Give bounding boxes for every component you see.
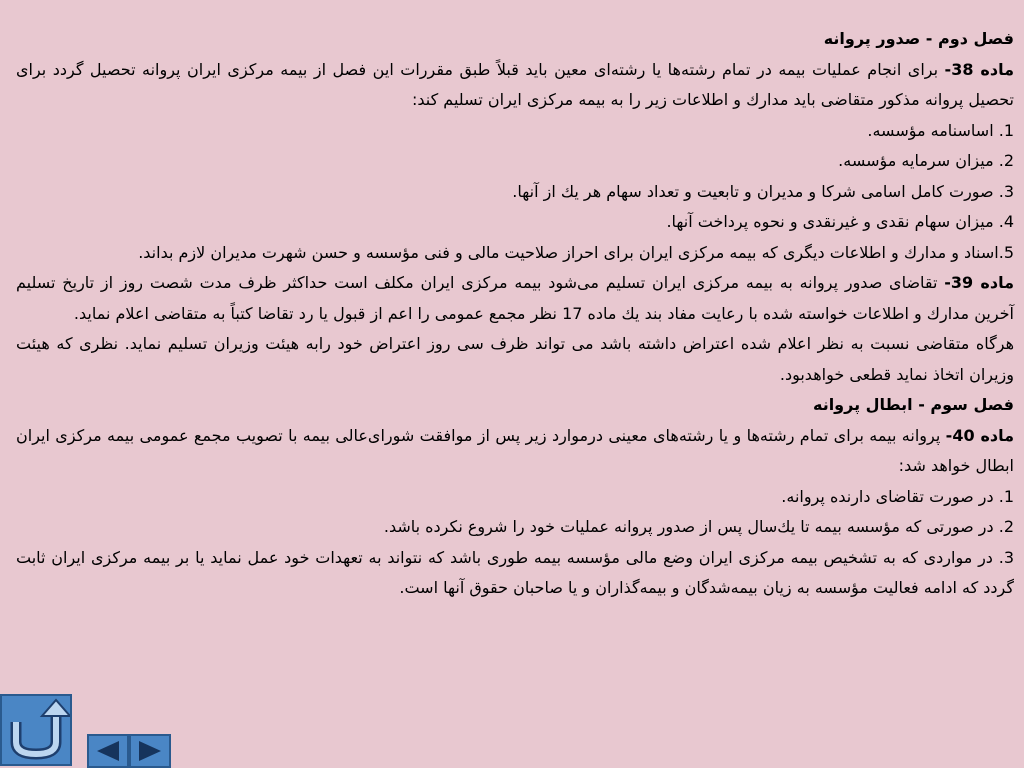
list-item: 4. میزان سهام نقدی و غیرنقدی و نحوه پرداخت آنها. [666, 212, 1014, 231]
next-button[interactable] [129, 734, 171, 768]
slide-navigation [87, 734, 171, 768]
document-body [16, 24, 1014, 604]
article-40-text: پروانه بیمه برای تمام رشته‌ها و یا رشته‌های معینی درموارد زیر پس از موافقت شورای‌عالی بیمه با تصویب مجمع عمومی بیمه مرکزی ایران ابطال خواهد شد: [16, 425, 1014, 475]
section3-title: فصل سوم - ابطال پروانه [812, 395, 1014, 414]
article-38-label: ماده 38- [944, 59, 1015, 79]
list-item: 2. میزان سرمایه مؤسسه. [838, 151, 1014, 170]
return-button[interactable] [0, 694, 72, 766]
list-item: 2. در صورتی که مؤسسه بیمه تا یك‌سال پس از صدور پروانه عملیات خود را شروع نکرده باشد. [383, 517, 1014, 536]
article-39-note: هرگاه متقاضی نسبت به نظر اعلام شده اعتراض داشته باشد می تواند ظرف سی روز اعتراض خود رابه هیئت وزیران تسلیم نماید. نظری که هیئت وزیران اتخاذ نماید قطعی خواهدبود. [16, 334, 1014, 384]
article-39-text: تقاضای صدور پروانه به بیمه مرکزی ایران تسلیم می‌شود بیمه مرکزی ایران مکلف است حداکثر ظرف مدت شصت روز از تاریخ تسلیم آخرین مدارك و اطلاعات خواسته شده با رعایت مفاد بند یك ماده 17 نظر مجمع عمومی را اعم از قبول یا رد تقاضا کتباً به متقاضی اعلام نماید. [16, 273, 1014, 323]
list-item: 3. در مواردی که به تشخیص بیمه مرکزی ایران وضع مالی مؤسسه بیمه طوری باشد که نتواند به تعهدات خود عمل نماید یا بر بیمه مرکزی ایران ثابت گردد که ادامه فعالیت مؤسسه به زیان بیمه‌شدگان و بیمه‌گذاران و یا صاحبان حقوق آنها است. [16, 547, 1014, 597]
list-item: 1. در صورت تقاضای دارنده پروانه. [781, 486, 1014, 506]
list-item: 3. صورت کامل اسامی شرکا و مدیران و تابعیت و تعداد سهام هر یك از آنها. [512, 181, 1014, 201]
article-39-label: ماده 39- [944, 273, 1014, 292]
article-40 [16, 421, 1014, 482]
article-40-label: ماده 40- [945, 425, 1015, 445]
previous-button[interactable] [87, 734, 129, 768]
article-38-text: برای انجام عملیات بیمه در تمام رشته‌ها یا رشته‌ای معین باید قبلاً طبق مقررات این فصل از بیمه مرکزی ایران پروانه تحصیل گردد برای تحصیل پروانه مذکور متقاضی باید مدارك و اطلاعات زیر را به بیمه مرکزی ایران تسلیم کند: [16, 59, 1014, 109]
return-arrow-icon [2, 696, 70, 764]
triangle-right-icon [135, 739, 165, 763]
list-item: 1. اساسنامه مؤسسه. [867, 120, 1014, 140]
section2-title: فصل دوم - صدور پروانه [823, 29, 1014, 48]
triangle-left-icon [93, 739, 123, 763]
list-item: 5.اسناد و مدارك و اطلاعات دیگری كه بیمه مركزی ایران برای احراز صلاحیت مالی و فنی مؤسسه و حسن شهرت مدیران لازم بداند. [138, 242, 1014, 262]
article-39 [16, 268, 1014, 329]
article-38 [16, 55, 1014, 116]
